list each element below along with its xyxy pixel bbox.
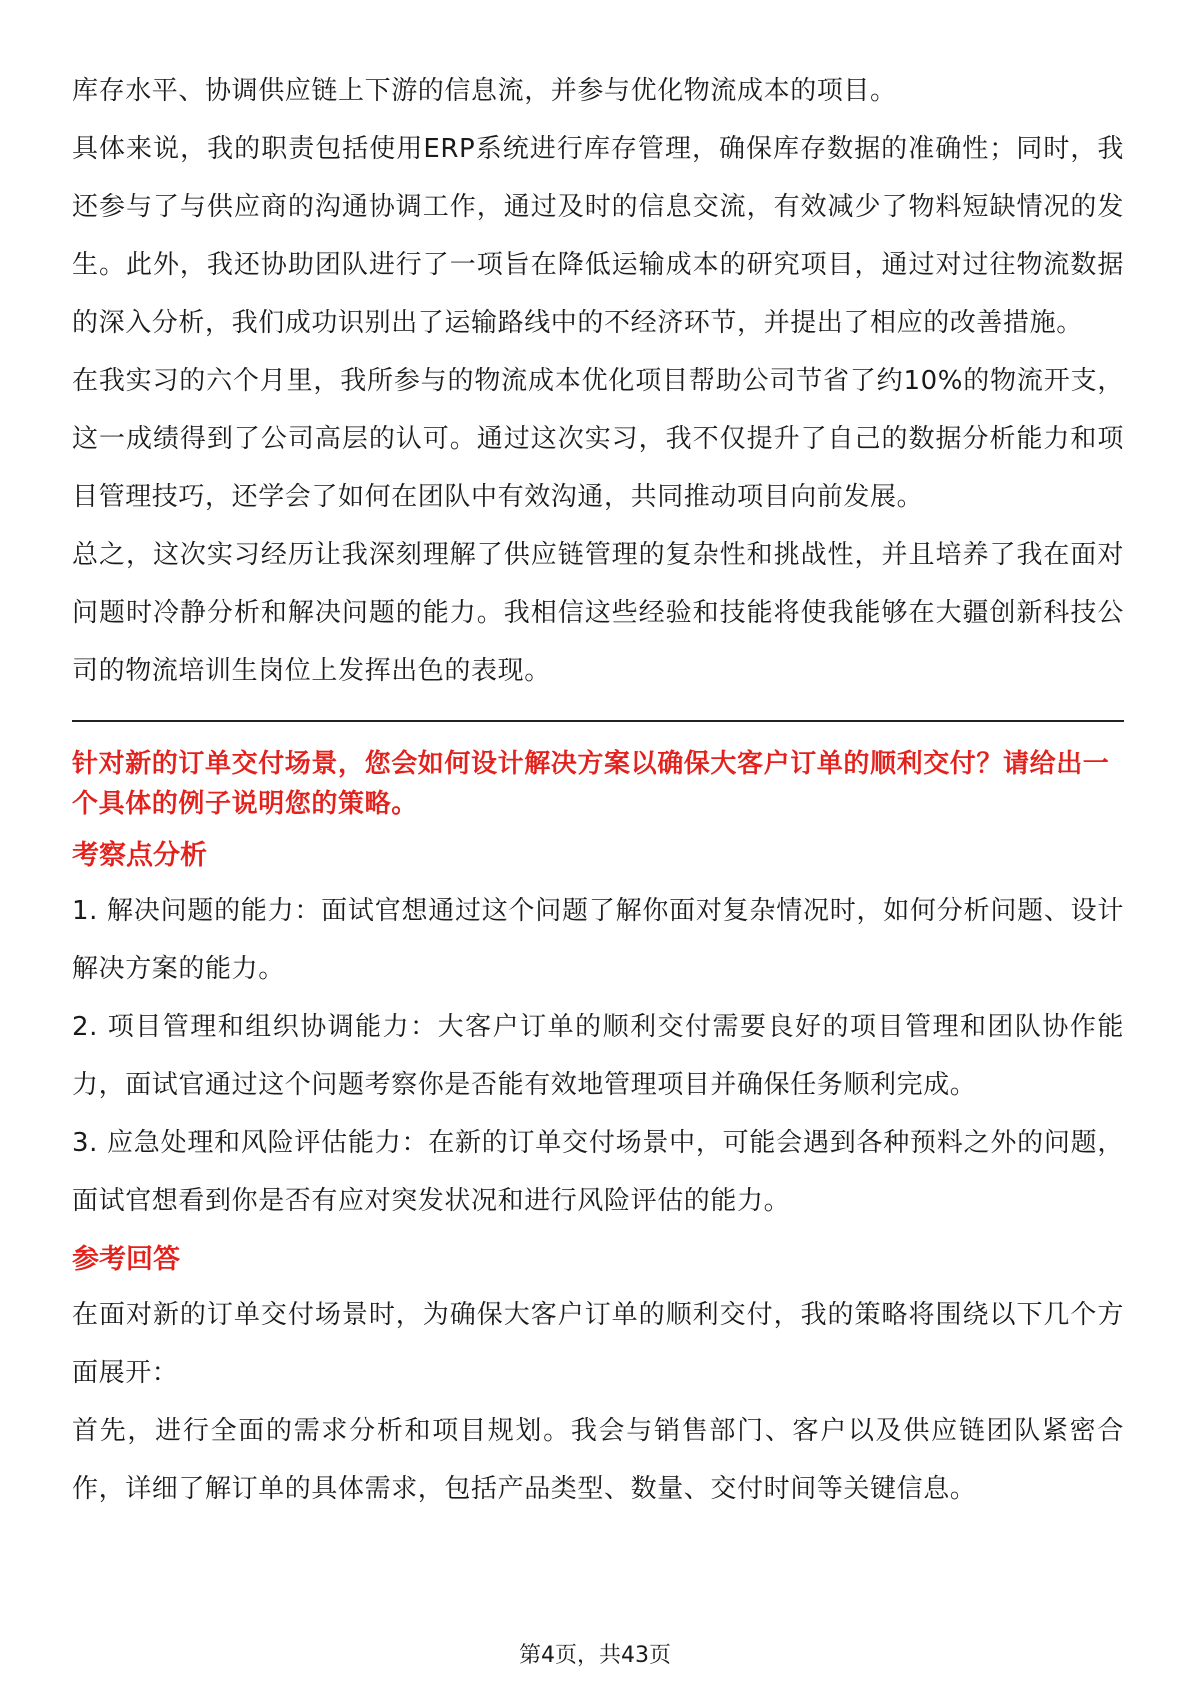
analysis-item-1: 1. 解决问题的能力：面试官想通过这个问题了解你面对复杂情况时，如何分析问题、设计解决方案的能力。 bbox=[72, 896, 1124, 984]
document-page bbox=[72, 62, 1124, 1518]
interview-question: 针对新的订单交付场景，您会如何设计解决方案以确保大客户订单的顺利交付？请给出一个具体的例子说明您的策略。 bbox=[72, 749, 1110, 819]
section-divider bbox=[72, 720, 1124, 722]
analysis-heading: 考察点分析 bbox=[72, 840, 207, 871]
intro-paragraph-2: 具体来说，我的职责包括使用ERP系统进行库存管理，确保库存数据的准确性；同时，我还参与了与供应商的沟通协调工作，通过及时的信息交流，有效减少了物料短缺情况的发生。此外，我还协助团队进行了一项旨在降低运输成本的研究项目，通过对过往物流数据的深入分析，我们成功识别出了运输路线中的不经济环节，并提出了相应的改善措施。 bbox=[72, 134, 1124, 338]
analysis-item-2: 2. 项目管理和组织协调能力：大客户订单的顺利交付需要良好的项目管理和团队协作能力，面试官通过这个问题考察你是否能有效地管理项目并确保任务顺利完成。 bbox=[72, 1012, 1124, 1100]
reference-paragraph-1: 在面对新的订单交付场景时，为确保大客户订单的顺利交付，我的策略将围绕以下几个方面展开： bbox=[72, 1300, 1124, 1388]
reference-paragraph-2: 首先，进行全面的需求分析和项目规划。我会与销售部门、客户以及供应链团队紧密合作，详细了解订单的具体需求，包括产品类型、数量、交付时间等关键信息。 bbox=[72, 1416, 1124, 1504]
page-number: 第4页，共43页 bbox=[519, 1643, 671, 1668]
intro-paragraph-3: 在我实习的六个月里，我所参与的物流成本优化项目帮助公司节省了约10%的物流开支，这一成绩得到了公司高层的认可。通过这次实习，我不仅提升了自己的数据分析能力和项目管理技巧，还学会了如何在团队中有效沟通，共同推动项目向前发展。 bbox=[72, 366, 1124, 512]
intro-paragraph-1: 库存水平、协调供应链上下游的信息流，并参与优化物流成本的项目。 bbox=[72, 76, 897, 106]
intro-paragraph-4: 总之，这次实习经历让我深刻理解了供应链管理的复杂性和挑战性，并且培养了我在面对问题时冷静分析和解决问题的能力。我相信这些经验和技能将使我能够在大疆创新科技公司的物流培训生岗位上发挥出色的表现。 bbox=[72, 540, 1124, 686]
analysis-section bbox=[72, 836, 1124, 1230]
reference-heading: 参考回答 bbox=[72, 1244, 180, 1275]
reference-section bbox=[72, 1240, 1124, 1518]
intro-section bbox=[72, 62, 1124, 700]
analysis-item-3: 3. 应急处理和风险评估能力：在新的订单交付场景中，可能会遇到各种预料之外的问题，面试官想看到你是否有应对突发状况和进行风险评估的能力。 bbox=[72, 1128, 1124, 1216]
